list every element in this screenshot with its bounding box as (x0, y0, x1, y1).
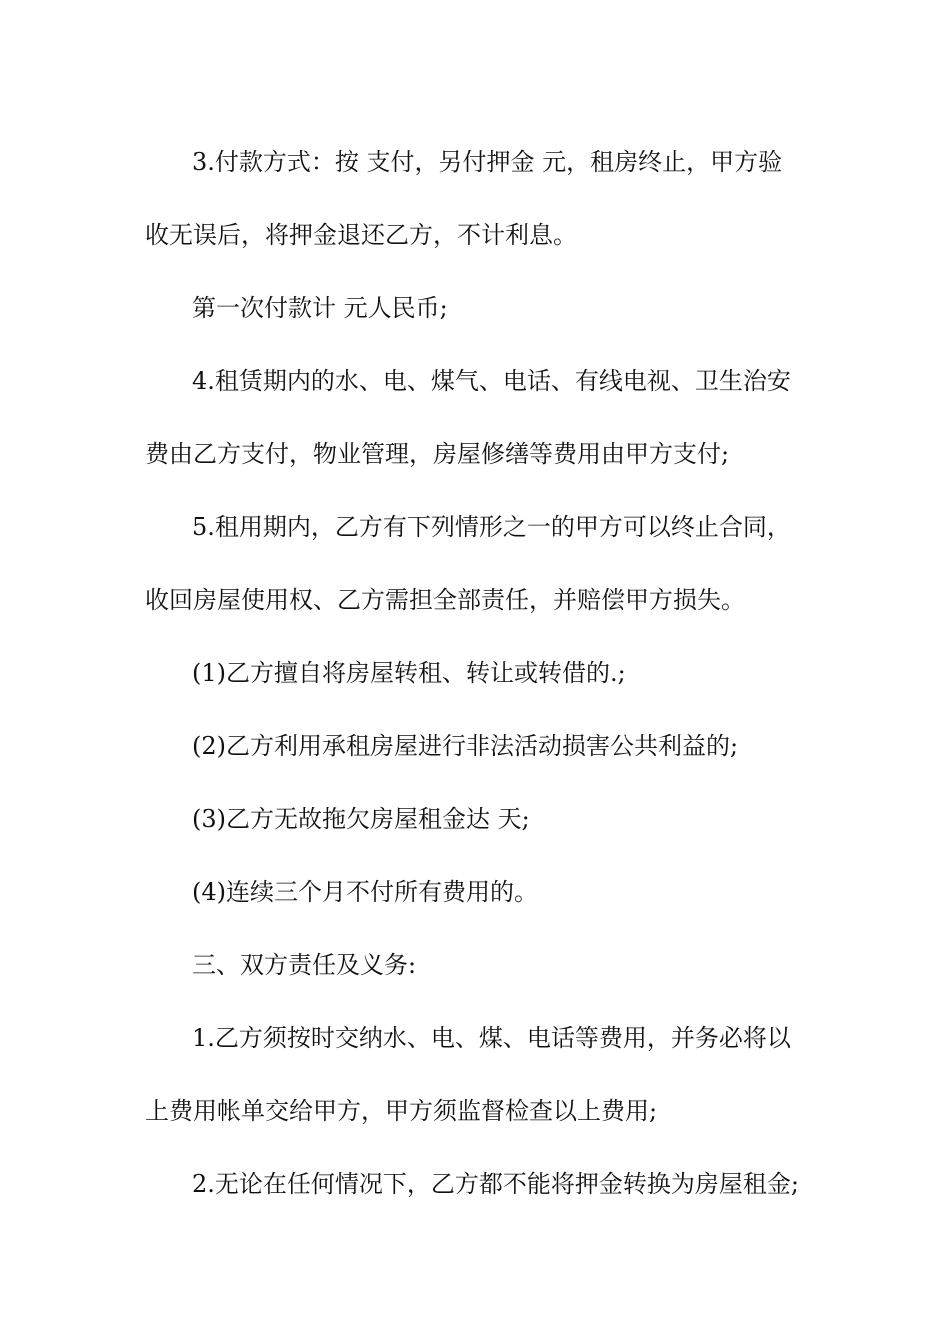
clause-5-line-1: 5.租用期内，乙方有下列情形之一的甲方可以终止合同， (192, 513, 791, 541)
sub-item-4: (4)连续三个月不付所有费用的。 (192, 878, 538, 906)
clause-4-line-1: 4.租赁期内的水、电、煤气、电话、有线电视、卫生治安 (192, 367, 791, 395)
first-payment-line: 第一次付款计 元人民币; (192, 294, 448, 322)
clause-5-line-2: 收回房屋使用权、乙方需担全部责任，并赔偿甲方损失。 (145, 586, 745, 614)
section-heading-responsibilities: 三、双方责任及义务: (192, 951, 417, 979)
duty-1-line-1: 1.乙方须按时交纳水、电、煤、电话等费用，并务必将以 (192, 1024, 791, 1052)
document-body (145, 126, 807, 1221)
clause-3-line-1: 3.付款方式：按 支付，另付押金 元，租房终止，甲方验 (192, 148, 783, 176)
sub-item-3: (3)乙方无故拖欠房屋租金达 天; (192, 805, 530, 833)
clause-3-line-2: 收无误后，将押金退还乙方，不计利息。 (145, 221, 577, 249)
clause-4-line-2: 费由乙方支付，物业管理，房屋修缮等费用由甲方支付; (145, 440, 730, 468)
duty-1-line-2: 上费用帐单交给甲方，甲方须监督检查以上费用; (145, 1097, 658, 1125)
sub-item-1: (1)乙方擅自将房屋转租、转让或转借的.; (192, 659, 626, 687)
duty-2-line-1: 2.无论在任何情况下，乙方都不能将押金转换为房屋租金; (192, 1170, 799, 1198)
sub-item-2: (2)乙方利用承租房屋进行非法活动损害公共利益的; (192, 732, 739, 760)
